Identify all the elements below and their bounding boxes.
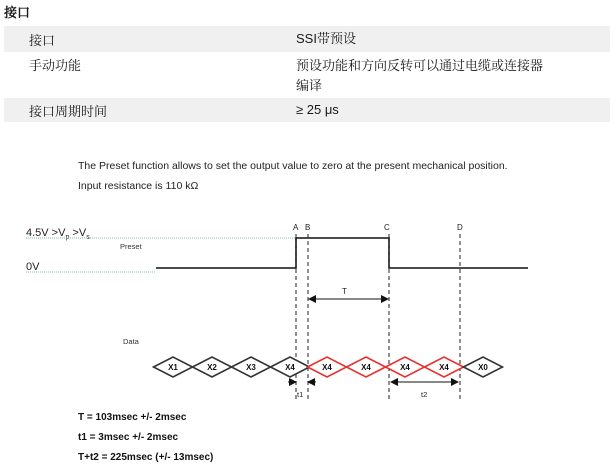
data-cell-label: X1 (168, 363, 178, 372)
spec-value: ≥ 25 μs (296, 102, 339, 117)
data-cell-label: X0 (478, 363, 488, 372)
spec-row-cycle-time (4, 98, 610, 122)
spec-table (4, 26, 610, 122)
spec-row-manual-function (4, 52, 610, 98)
marker-b: B (305, 223, 311, 232)
spec-value: SSI带预设 (296, 31, 356, 46)
spec-value-line: 编译 (296, 78, 323, 93)
interval-t2-label: t2 (421, 390, 428, 399)
data-cell-label: X4 (439, 363, 449, 372)
interval-t-label: T (342, 287, 347, 296)
data-label: Data (123, 337, 139, 346)
data-cell-label: X4 (285, 363, 295, 372)
formula-t1: t1 = 3msec +/- 2msec (78, 432, 179, 443)
marker-c: C (384, 223, 390, 232)
level-low-label: 0V (26, 261, 40, 273)
spec-value-line: 预设功能和方向反转可以通过电缆或连接器 (296, 58, 544, 73)
data-cell-label: X2 (207, 363, 217, 372)
spec-key: 接口周期时间 (29, 103, 108, 119)
preset-waveform (156, 238, 528, 268)
section-title: 接口 (4, 5, 31, 20)
data-cell-label: X4 (361, 363, 371, 372)
data-cell-label: X4 (322, 363, 332, 372)
level-high-label: $4.5V >V_p >V_s$ (26, 227, 90, 241)
marker-a: A (293, 223, 299, 232)
data-cell-label: X4 (400, 363, 410, 372)
spec-key: 手动功能 (29, 58, 82, 73)
data-cell-label: X3 (246, 363, 256, 372)
formula-t-plus-t2: T+t2 = 225msec (+/- 13msec) (78, 452, 214, 463)
marker-d: D (457, 223, 463, 232)
spec-key: 接口 (29, 32, 56, 48)
timing-diagram (0, 140, 616, 471)
data-sequence (154, 357, 503, 377)
formula-t: T = 103msec +/- 2msec (78, 412, 187, 423)
spec-row-interface (4, 26, 610, 52)
figure-description: The Preset function allows to set the output value to zero at the present mechanical position. (78, 160, 508, 172)
figure-resistance-note: Input resistance is 110 kΩ (78, 180, 199, 192)
preset-label: Preset (120, 242, 142, 251)
spec-value (296, 56, 610, 96)
interval-t1-label: t1 (297, 390, 304, 399)
